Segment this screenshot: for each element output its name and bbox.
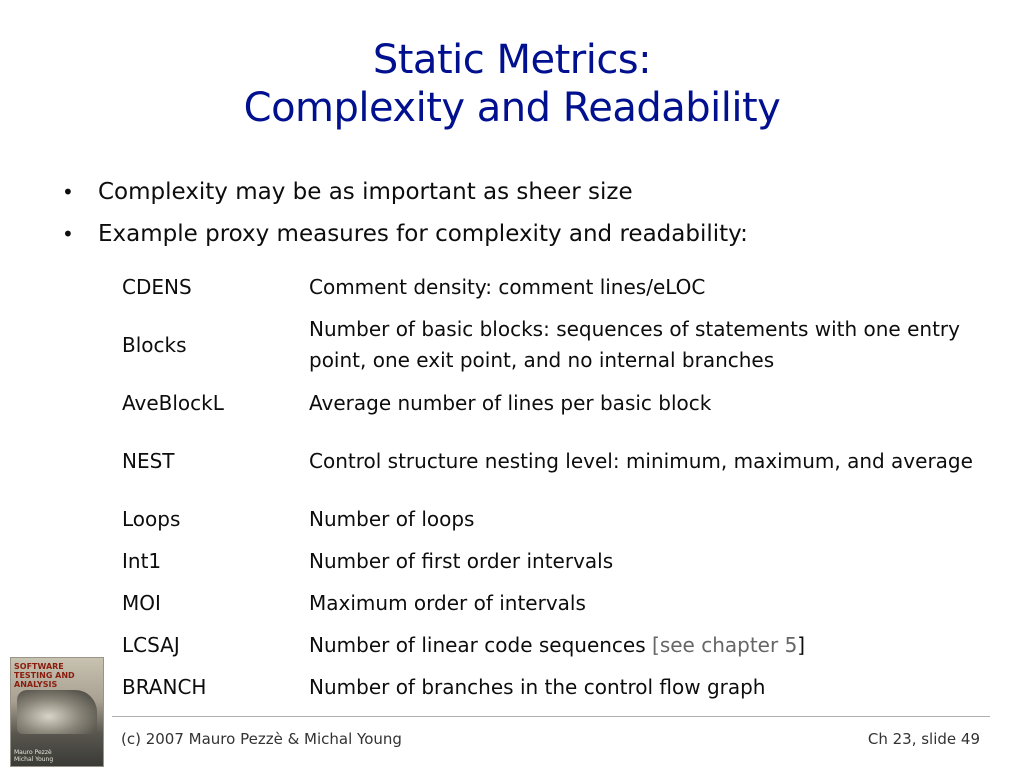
- book-cover-image: [10, 657, 104, 767]
- slide-title-line-2: Complexity and Readability: [243, 85, 781, 131]
- metric-name: AveBlockL: [122, 390, 224, 415]
- metric-name: CDENS: [122, 274, 192, 299]
- metrics-table: [112, 266, 992, 708]
- bullet-marker: •: [62, 222, 74, 246]
- metric-name: LCSAJ: [122, 632, 180, 657]
- bullet-item: [62, 178, 982, 220]
- metric-description: Average number of lines per basic block: [309, 390, 712, 415]
- metric-name: NEST: [122, 448, 175, 473]
- metric-name: MOI: [122, 590, 161, 615]
- bullet-marker: •: [62, 180, 74, 204]
- metric-description: Maximum order of intervals: [309, 590, 586, 615]
- metric-description: Comment density: comment lines/eLOC: [309, 274, 706, 299]
- slide-title-line-1: Static Metrics:: [372, 37, 652, 83]
- book-cover-photo: [17, 690, 97, 734]
- table-row: [112, 308, 992, 382]
- footer-slide-number: Ch 23, slide 49: [867, 730, 980, 748]
- metric-description: Number of first order intervals: [309, 548, 614, 573]
- table-row: [112, 382, 992, 424]
- metric-description: Control structure nesting level: minimum, maximum, and average: [309, 448, 973, 473]
- metric-description: [299, 624, 992, 666]
- metric-name: Loops: [122, 506, 181, 531]
- metric-name: BRANCH: [122, 674, 207, 699]
- bullet-list: [62, 178, 982, 262]
- bullet-text: Complexity may be as important as sheer size: [98, 179, 633, 205]
- table-row: [112, 666, 992, 708]
- bullet-text: Example proxy measures for complexity and readability:: [98, 221, 748, 247]
- table-row: [112, 266, 992, 308]
- table-row: [112, 582, 992, 624]
- chapter-reference-link[interactable]: see chapter 5: [659, 632, 798, 657]
- table-row: [112, 540, 992, 582]
- footer-copyright: (c) 2007 Mauro Pezzè & Michal Young: [121, 730, 402, 748]
- metric-description: Number of branches in the control flow graph: [309, 674, 766, 699]
- slide-title: [0, 36, 1024, 132]
- book-authors: Mauro Pezzè Michal Young: [14, 749, 54, 763]
- metric-description: Number of basic blocks: sequences of statements with one entry point, one exit point, and no internal branches: [309, 317, 960, 372]
- metric-name: Int1: [122, 548, 162, 573]
- footer-divider: [112, 716, 990, 717]
- metric-description-text: Number of linear code sequences: [309, 632, 646, 657]
- chapter-reference-open: [: [652, 632, 660, 657]
- metric-description: Number of loops: [309, 506, 475, 531]
- chapter-reference-close: ]: [797, 632, 806, 657]
- table-row: [112, 424, 992, 498]
- metric-name: Blocks: [122, 332, 187, 357]
- table-row: [112, 624, 992, 666]
- table-row: [112, 498, 992, 540]
- book-title: SOFTWARE TESTING AND ANALYSIS: [14, 662, 75, 689]
- bullet-item: [62, 220, 982, 262]
